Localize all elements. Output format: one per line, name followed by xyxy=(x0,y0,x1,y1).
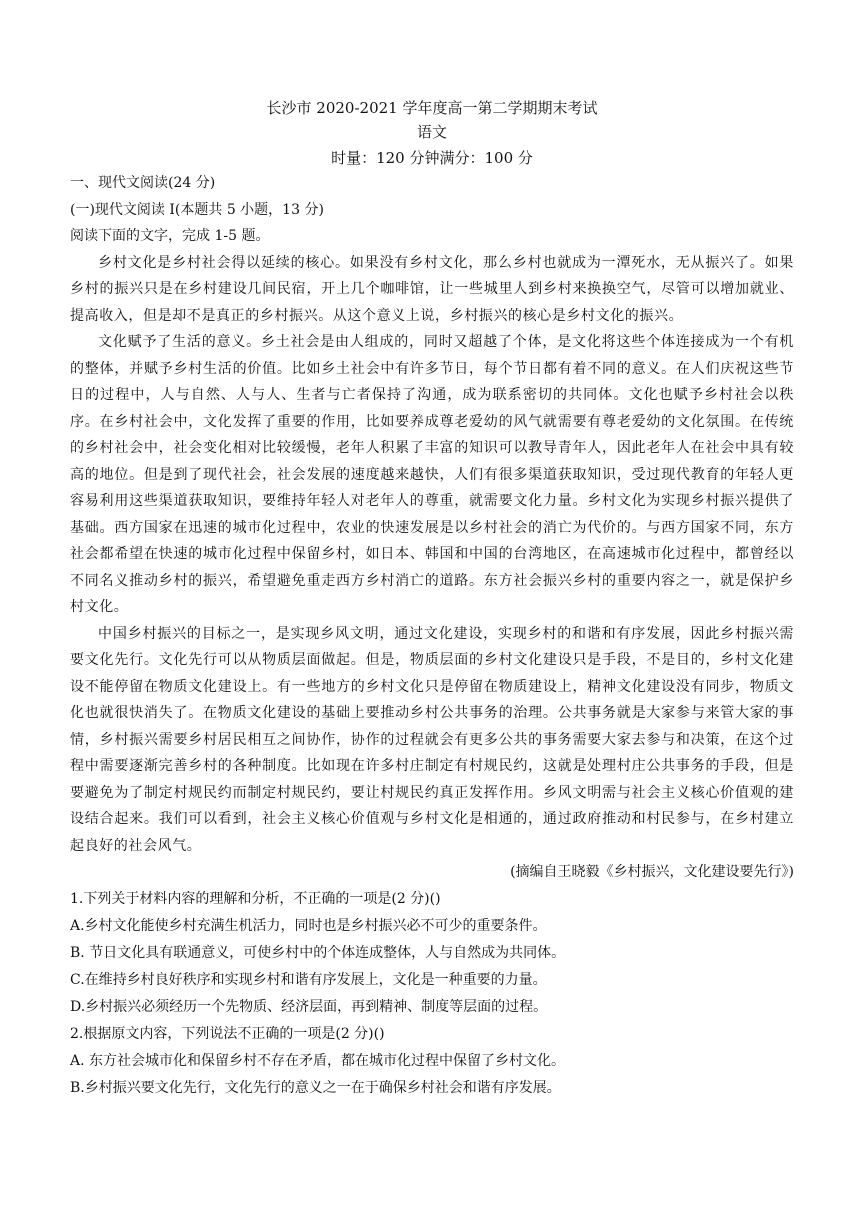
question-1 xyxy=(70,886,794,1021)
passage-paragraph-2: 文化赋予了生活的意义。乡土社会是由人组成的，同时又超越了个体，是文化将这些个体连接成为一个有机的整体，并赋予乡村生活的价值。比如乡土社会中有许多节日，每个节日都有着不同的意义。在人们庆祝这些节日的过程中，人与自然、人与人、生者与亡者保持了沟通，成为联系密切的共同体。文化也赋予乡村社会以秩序。在乡村社会中，文化发挥了重要的作用，比如要养成尊老爱幼的风气就需要有尊老爱幼的文化氛围。在传统的乡村社会中，社会变化相对比较缓慢，老年人积累了丰富的知识可以教导青年人，因此老年人在社会中具有较高的地位。但是到了现代社会，社会发展的速度越来越快，人们有很多渠道获取知识，受过现代教育的年轻人更容易利用这些渠道获取知识，要维持年轻人对老年人的尊重，就需要文化力量。乡村文化为实现乡村振兴提供了基础。西方国家在迅速的城市化过程中，农业的快速发展是以乡村社会的消亡为代价的。与西方国家不同，东方社会都希望在快速的城市化过程中保留乡村，如日本、韩国和中国的台湾地区，在高速城市化过程中，都曾经以不同名义推动乡村的振兴，希望避免重走西方乡村消亡的道路。东方社会振兴乡村的重要内容之一，就是保护乡村文化。 xyxy=(70,334,794,615)
reading-instruction: 阅读下面的文字，完成 1-5 题。 xyxy=(70,228,270,244)
passage-source: (摘编自王晓毅《乡村振兴，文化建设要先行》) xyxy=(510,864,794,880)
time-and-score-info: 时量：120 分钟满分：100 分 xyxy=(331,149,533,167)
section-heading: 一、现代文阅读(24 分) xyxy=(70,175,216,191)
passage-paragraph-1: 乡村文化是乡村社会得以延续的核心。如果没有乡村文化，那么乡村也就成为一潭死水，无从振兴了。如果乡村的振兴只是在乡村建设几间民宿，开上几个咖啡馆，让一些城里人到乡村来换换空气，尽管可以增加就业、提高收入，但是却不是真正的乡村振兴。从这个意义上说，乡村振兴的核心是乡村文化的振兴。 xyxy=(70,254,794,324)
question-stem: 1.下列关于材料内容的理解和分析，不正确的一项是(2 分)() xyxy=(70,890,441,907)
option-a: A. 东方社会城市化和保留乡村不存在矛盾，都在城市化过程中保留了乡村文化。 xyxy=(70,1052,566,1069)
option-c: C.在维持乡村良好秩序和实现乡村和谐有序发展上，文化是一种重要的力量。 xyxy=(70,971,547,988)
passage-paragraph-3: 中国乡村振兴的目标之一，是实现乡风文明，通过文化建设，实现乡村的和谐和有序发展，因此乡村振兴需要文化先行。文化先行可以从物质层面做起。但是，物质层面的乡村文化建设只是手段，不是目的，乡村文化建设不能停留在物质文化建设上。有一些地方的乡村文化只是停留在物质建设上，精神文化建设没有同步，物质文化也就很快消失了。在物质文化建设的基础上要推动乡村公共事务的治理。公共事务就是大家参与来管大家的事情，乡村振兴需要乡村居民相互之间协作，协作的过程就会有更多公共的事务需要大家去参与和决策，在这个过程中需要逐渐完善乡村的各种制度。比如现在许多村庄制定有村规民约，这就是处理村庄公共事务的手段，但是要避免为了制定村规民约而制定村规民约，要让村规民约真正发挥作用。乡风文明需与社会主义核心价值观的建设结合起来。我们可以看到，社会主义核心价值观与乡村文化是相通的，通过政府推动和村民参与，在乡村建立起良好的社会风气。 xyxy=(70,625,794,854)
exam-title: 长沙市 2020-2021 学年度高一第二学期期末考试 xyxy=(266,99,598,117)
option-a: A.乡村文化能使乡村充满生机活力，同时也是乡村振兴必不可少的重要条件。 xyxy=(70,917,547,934)
question-stem: 2.根据原文内容，下列说法不正确的一项是(2 分)() xyxy=(70,1025,385,1042)
reading-passage xyxy=(70,250,794,886)
section-subheading: (一)现代文阅读 I(本题共 5 小题，13 分) xyxy=(70,201,324,218)
subject-label: 语文 xyxy=(416,123,447,141)
question-2 xyxy=(70,1021,794,1102)
option-d: D.乡村振兴必须经历一个先物质、经济层面，再到精神、制度等层面的过程。 xyxy=(70,998,548,1015)
option-b: B.乡村振兴要文化先行，文化先行的意义之一在于确保乡村社会和谐有序发展。 xyxy=(70,1079,561,1096)
option-b: B. 节日文化具有联通意义，可使乡村中的个体连成整体，人与自然成为共同体。 xyxy=(70,944,566,961)
